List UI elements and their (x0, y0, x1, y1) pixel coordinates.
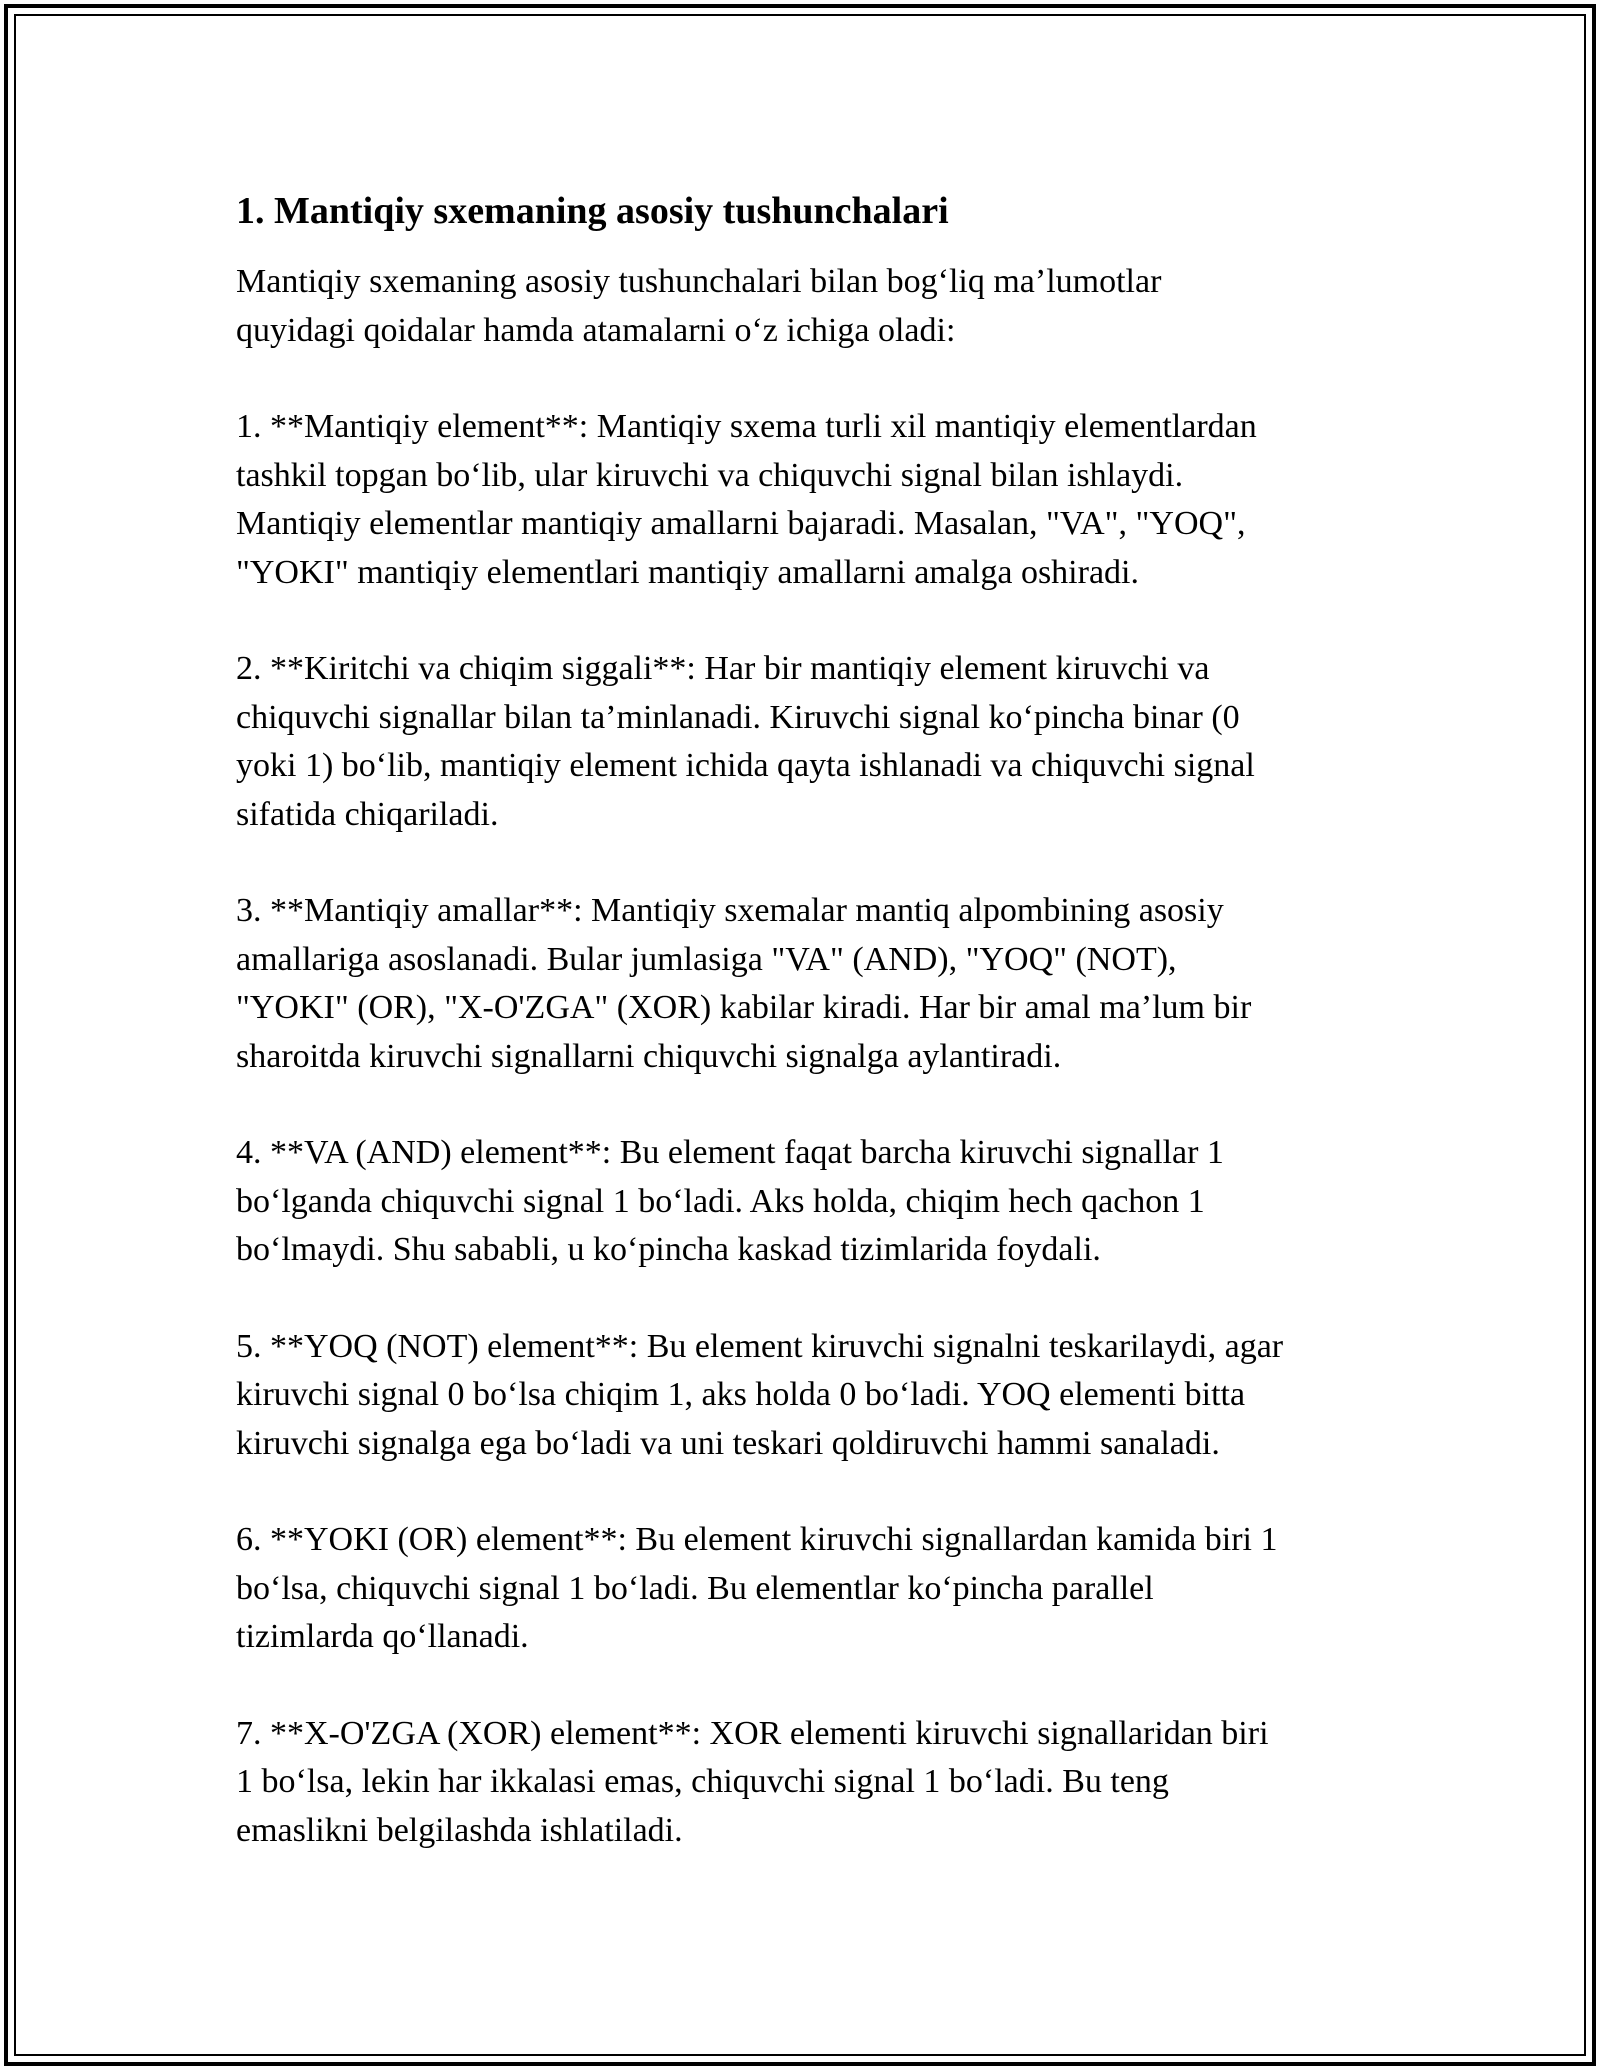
paragraph-line: tizimlarda qo‘llanadi. (236, 1618, 529, 1655)
paragraph-line: Mantiqiy elementlar mantiqiy amallarni bajaradi. Masalan, "VA", "YOQ", (236, 505, 1246, 542)
paragraph (236, 1516, 1376, 1662)
paragraph-line: bo‘lganda chiquvchi signal 1 bo‘ladi. Aks holda, chiqim hech qachon 1 (236, 1182, 1205, 1220)
paragraph (236, 1129, 1376, 1275)
paragraph-line: 1. **Mantiqiy element**: Mantiqiy sxema turli xil mantiqiy elementlardan (236, 408, 1257, 445)
paragraph-line: quyidagi qoidalar hamda atamalarni o‘z ichiga oladi: (236, 311, 956, 349)
paragraph (236, 403, 1376, 597)
paragraph-line: sifatida chiqariladi. (236, 795, 499, 833)
paragraph-line: bo‘lmaydi. Shu sababli, u ko‘pincha kaskad tizimlarida foydali. (236, 1231, 1101, 1268)
paragraph-line: Mantiqiy sxemaning asosiy tushunchalari bilan bog‘liq ma’lumotlar (236, 263, 1162, 300)
paragraph-line: emaslikni belgilashda ishlatiladi. (236, 1811, 683, 1849)
paragraph-line: 1 bo‘lsa, lekin har ikkalasi emas, chiquvchi signal 1 bo‘ladi. Bu teng (236, 1763, 1169, 1800)
paragraph-line: "YOKI" (OR), "X-O'ZGA" (XOR) kabilar kiradi. Har bir amal ma’lum bir (236, 989, 1252, 1026)
paragraph-line: 4. **VA (AND) element**: Bu element faqat barcha kiruvchi signallar 1 (236, 1134, 1224, 1171)
paragraph (236, 645, 1376, 839)
paragraph (236, 1710, 1376, 1856)
paragraph-line: amallariga asoslanadi. Bular jumlasiga "VA" (AND), "YOQ" (NOT), (236, 940, 1177, 978)
paragraph (236, 887, 1376, 1081)
document-title: 1. Mantiqiy sxemaning asosiy tushunchalari (236, 190, 949, 232)
paragraph-line: bo‘lsa, chiquvchi signal 1 bo‘ladi. Bu elementlar ko‘pincha parallel (236, 1569, 1154, 1607)
paragraph-line: "YOKI" mantiqiy elementlari mantiqiy amallarni amalga oshiradi. (236, 553, 1139, 591)
paragraph-line: kiruvchi signal 0 bo‘lsa chiqim 1, aks holda 0 bo‘ladi. YOQ elementi bitta (236, 1376, 1246, 1413)
paragraph-list (236, 258, 1376, 1855)
paragraph-line: 2. **Kiritchi va chiqim siggali**: Har bir mantiqiy element kiruvchi va (236, 650, 1210, 687)
paragraph-line: tashkil topgan bo‘lib, ular kiruvchi va chiquvchi signal bilan ishlaydi. (236, 456, 1184, 494)
paragraph (236, 1323, 1376, 1469)
paragraph-line: 7. **X-O'ZGA (XOR) element**: XOR elementi kiruvchi signallaridan biri (236, 1714, 1269, 1752)
paragraph (236, 258, 1376, 355)
paragraph-line: yoki 1) bo‘lib, mantiqiy element ichida qayta ishlanadi va chiquvchi signal (236, 747, 1255, 784)
paragraph-line: 3. **Mantiqiy amallar**: Mantiqiy sxemalar mantiq alpombining asosiy (236, 892, 1224, 929)
paragraph-line: chiquvchi signallar bilan ta’minlanadi. Kiruvchi signal ko‘pincha binar (0 (236, 698, 1240, 736)
paragraph-line: 5. **YOQ (NOT) element**: Bu element kiruvchi signalni teskarilaydi, agar (236, 1327, 1284, 1365)
paragraph-line: sharoitda kiruvchi signallarni chiquvchi signalga aylantiradi. (236, 1037, 1062, 1075)
paragraph-line: 6. **YOKI (OR) element**: Bu element kiruvchi signallardan kamida biri 1 (236, 1521, 1278, 1558)
paragraph-line: kiruvchi signalga ega bo‘ladi va uni teskari qoldiruvchi hammi sanaladi. (236, 1424, 1220, 1462)
document-body (236, 186, 1376, 1903)
